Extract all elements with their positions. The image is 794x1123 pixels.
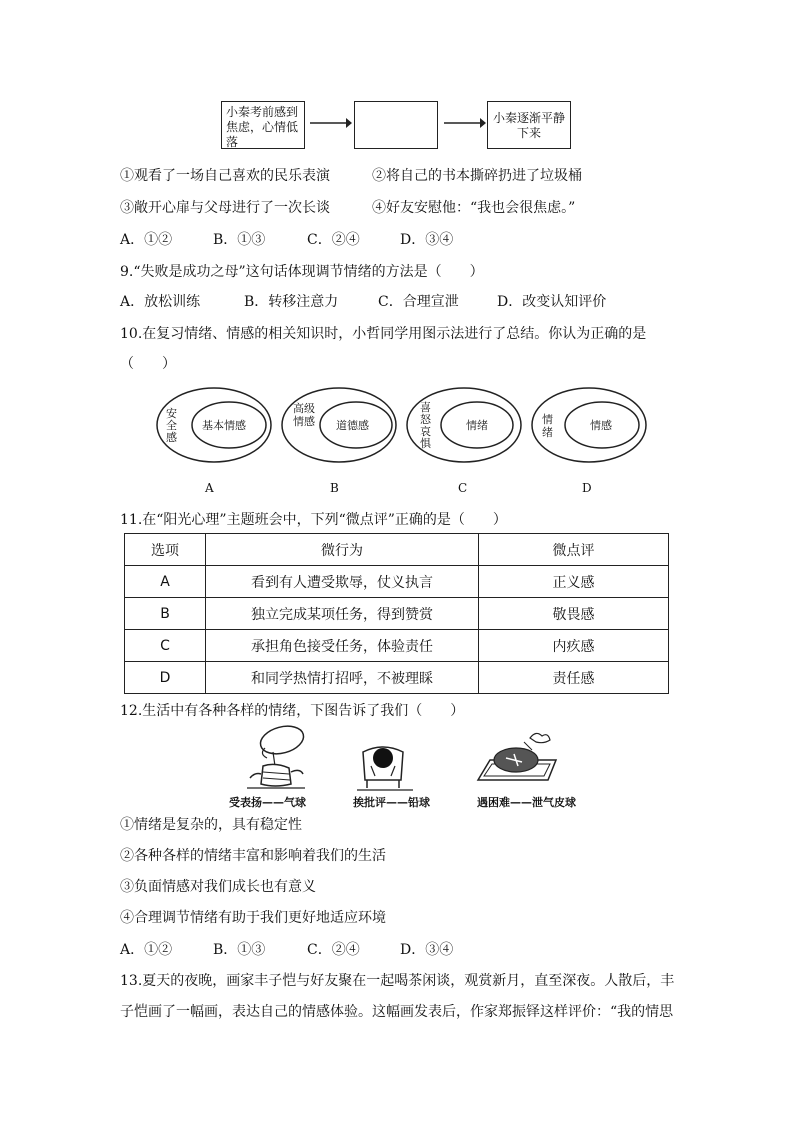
diagram-d-inner: 情感 xyxy=(590,419,612,432)
q8-item-4: ④好友安慰他：“我也会很焦虑。” xyxy=(372,200,576,216)
diagram-b-outer: 高级情感 xyxy=(293,402,315,428)
flow-box-3: 小秦逐渐平静下来 xyxy=(487,101,571,149)
diagram-c-label: C xyxy=(458,481,468,495)
table-header: 微行为 xyxy=(206,534,479,566)
q9-choice-b: B．转移注意力 xyxy=(244,294,339,310)
q12-choice-d: D．③④ xyxy=(400,942,454,958)
q10-stem: 10.在复习情绪、情感的相关知识时，小哲同学用图示法进行了总结。你认为正确的是 xyxy=(120,326,647,342)
q11-table xyxy=(124,533,669,694)
q8-item-1: ①观看了一场自己喜欢的民乐表演 xyxy=(120,168,330,184)
diagram-a-outer: 安全感 xyxy=(166,407,177,444)
diagram-d-label: D xyxy=(582,481,592,495)
table-cell: 看到有人遭受欺辱，仗义执言 xyxy=(206,566,479,598)
table-cell: 和同学热情打招呼，不被理睬 xyxy=(206,662,479,694)
diagram-a-label: A xyxy=(205,481,214,495)
table-row xyxy=(125,662,669,694)
q13-line-1: 13.夏天的夜晚，画家丰子恺与好友聚在一起喝茶闲谈，观赏新月，直至深夜。人散后，丰 xyxy=(120,973,675,989)
q11-stem: 11.在“阳光心理”主题班会中，下列“微点评”正确的是（ ） xyxy=(120,512,507,528)
table-cell: 敬畏感 xyxy=(479,598,669,630)
table-cell: B xyxy=(125,598,206,630)
q12-item-1: ①情绪是复杂的，具有稳定性 xyxy=(120,817,302,833)
table-cell: 承担角色接受任务，体验责任 xyxy=(206,630,479,662)
flow-box-1: 小秦考前感到焦虑，心情低落 xyxy=(221,101,305,149)
caption-criticism: 挨批评——铅球 xyxy=(353,796,430,809)
q12-stem: 12.生活中有各种各样的情绪，下图告诉了我们（ ） xyxy=(120,703,465,719)
table-cell: 责任感 xyxy=(479,662,669,694)
table-cell: 正义感 xyxy=(479,566,669,598)
flow-box-2 xyxy=(354,101,438,149)
flow-arrow-2 xyxy=(442,113,486,133)
flow-arrow-1 xyxy=(308,113,352,133)
q9-choice-a: A．放松训练 xyxy=(120,294,201,310)
table-cell: 独立完成某项任务，得到赞赏 xyxy=(206,598,479,630)
table-row xyxy=(125,630,669,662)
diagram-b-label: B xyxy=(330,481,339,495)
q12-choice-b: B．①③ xyxy=(213,942,266,958)
table-cell: D xyxy=(125,662,206,694)
q9-choice-d: D．改变认知评价 xyxy=(497,294,607,310)
q8-item-3: ③敞开心扉与父母进行了一次长谈 xyxy=(120,200,330,216)
caption-difficulty: 遇困难——泄气皮球 xyxy=(477,796,576,809)
table-cell: C xyxy=(125,630,206,662)
table-row xyxy=(125,566,669,598)
table-header-row xyxy=(125,534,669,566)
diagram-b-inner: 道德感 xyxy=(336,419,369,432)
q13-line-2: 子恺画了一幅画，表达自己的情感体验。这幅画发表后，作家郑振铎这样评价：“我的情思 xyxy=(120,1004,674,1020)
diagram-c-inner: 情绪 xyxy=(466,419,488,432)
balloon-figure-illustration xyxy=(245,722,335,794)
table-row xyxy=(125,598,669,630)
q8-item-2: ②将自己的书本撕碎扔进了垃圾桶 xyxy=(372,168,582,184)
q8-choice-a: A．①② xyxy=(120,232,173,248)
deflated-ball-illustration xyxy=(470,724,565,796)
q12-choice-a: A．①② xyxy=(120,942,173,958)
q12-item-3: ③负面情感对我们成长也有意义 xyxy=(120,879,316,895)
q10-stem-blank: （ ） xyxy=(120,356,176,372)
caption-praise: 受表扬——气球 xyxy=(229,796,306,809)
diagram-d-outer: 情绪 xyxy=(542,413,553,439)
q8-choice-d: D．③④ xyxy=(400,232,454,248)
q8-choice-c: C．②④ xyxy=(307,232,360,248)
q12-item-2: ②各种各样的情绪丰富和影响着我们的生活 xyxy=(120,848,386,864)
diagram-c-outer: 喜怒哀惧 xyxy=(420,401,431,450)
table-header: 选项 xyxy=(125,534,206,566)
q8-choice-b: B．①③ xyxy=(213,232,266,248)
q9-choice-c: C．合理宣泄 xyxy=(378,294,459,310)
table-header: 微点评 xyxy=(479,534,669,566)
table-cell: A xyxy=(125,566,206,598)
table-cell: 内疚感 xyxy=(479,630,669,662)
q12-item-4: ④合理调节情绪有助于我们更好地适应环境 xyxy=(120,910,386,926)
diagram-a-inner: 基本情感 xyxy=(202,419,246,432)
q12-choice-c: C．②④ xyxy=(307,942,360,958)
shot-put-figure-illustration xyxy=(355,740,415,796)
q9-stem: 9.“失败是成功之母”这句话体现调节情绪的方法是（ ） xyxy=(120,264,484,280)
